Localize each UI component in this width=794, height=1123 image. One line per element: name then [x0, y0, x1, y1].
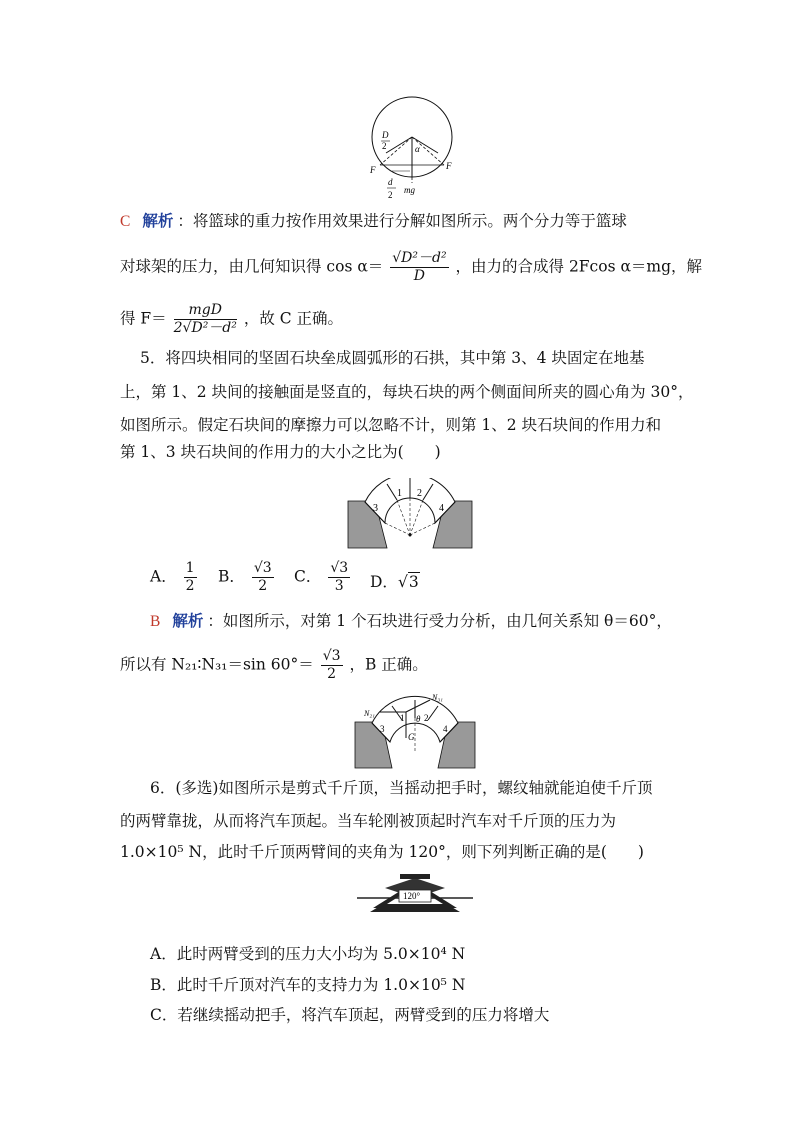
q5-option-C-label: C．	[294, 567, 322, 586]
stone-label-2: 2	[417, 488, 422, 499]
q5-solution-line2	[120, 648, 428, 683]
q5-option-D[interactable]: D．√3	[370, 573, 419, 591]
q5-option-B[interactable]	[218, 560, 276, 595]
F-fraction: $\frac{\text{mgD}}{\text{2√D²－d²}}$	[173, 302, 237, 336]
q4-solution-text1: 将篮球的重力按作用效果进行分解如图所示。两个分力等于篮球	[192, 212, 627, 230]
stone-arch-figure	[345, 478, 475, 550]
q4-solution-line3	[120, 302, 343, 337]
arch-label-3: 3	[380, 724, 385, 734]
q5-option-B-frac: $\frac{√3}{2}$	[253, 560, 272, 594]
scissor-jack-figure	[355, 868, 475, 916]
label-F-right: F	[446, 161, 452, 171]
q5-solution-frac: $\frac{√3}{2}$	[322, 648, 341, 682]
label-N31: N₃₁	[432, 693, 443, 702]
label-D: D	[382, 130, 389, 140]
q5-option-A-label: A．	[150, 567, 177, 586]
q5-line1: 5．将四块相同的坚固石块垒成圆弧形的石拱，其中第 3、4 块固定在地基	[140, 349, 645, 367]
label-F-left: F	[370, 165, 376, 175]
label-N21: N₂₁	[364, 709, 375, 718]
label-alpha: α	[415, 144, 420, 154]
q6-option-A[interactable]: A．此时两臂受到的压力大小均为 5.0×10⁴ N	[150, 945, 466, 963]
q4-solution-text3b: ，故 C 正确。	[243, 309, 344, 328]
label-two: 2	[382, 141, 387, 151]
q5-solution-num: 3	[331, 648, 341, 664]
label-d: d	[388, 177, 393, 187]
q5-option-C-frac: $\frac{√3}{3}$	[330, 560, 349, 594]
q5-option-C[interactable]	[294, 560, 352, 595]
stone-label-4: 4	[439, 503, 444, 514]
q5-option-A-frac	[184, 560, 197, 595]
q5-option-B-num: 3	[262, 560, 272, 576]
stone-label-1: 1	[397, 488, 402, 499]
q5-option-B-label: B．	[218, 567, 245, 586]
q5-option-B-den: 2	[258, 578, 268, 594]
label-G: G	[408, 732, 415, 742]
arch-label-2: 2	[424, 713, 429, 723]
q5-solution-den: 2	[327, 666, 337, 682]
stone-label-3: 3	[373, 503, 378, 514]
q5-option-C-den: 3	[334, 578, 344, 594]
arch-force-figure	[350, 690, 480, 770]
q5-line4: 第 1、3 块石块间的作用力的大小之比为( )	[120, 443, 441, 461]
q6-option-B[interactable]: B．此时千斤顶对汽车的支持力为 1.0×10⁵ N	[150, 976, 466, 994]
q4-solution-line1: C 解析 ：将篮球的重力按作用效果进行分解如图所示。两个分力等于篮球	[120, 211, 627, 230]
jack-angle-label: 120°	[403, 891, 421, 901]
q5-solution-text2b: ，B 正确。	[349, 655, 428, 674]
q5-solution-text1: 如图所示，对第 1 个石块进行受力分析，由几何关系知 θ＝60°，	[222, 612, 672, 630]
q5-line3: 如图所示。假定石块间的摩擦力可以忽略不计，则第 1、2 块石块间的作用力和	[120, 416, 662, 434]
f-num: mgD	[174, 302, 237, 320]
basketball-force-figure	[360, 95, 470, 205]
q6-line2: 的两臂靠拢，从而将汽车顶起。当车轮刚被顶起时汽车对千斤顶的压力为	[120, 812, 617, 830]
q4-solution-label: 解析	[142, 211, 174, 230]
q6-line1: 6．(多选)如图所示是剪式千斤顶，当摇动把手时，螺纹轴就能迫使千斤顶	[150, 779, 653, 797]
q5-solution-text2a: 所以有 N₂₁∶N₃₁＝sin 60°＝	[120, 655, 314, 674]
q5-solution-line1: B 解析 ：如图所示，对第 1 个石块进行受力分析，由几何关系知 θ＝60°，	[150, 611, 672, 630]
q6-line3: 1.0×10⁵ N，此时千斤顶两臂间的夹角为 120°，则下列判断正确的是( )	[120, 843, 644, 861]
f-den-pre: 2	[173, 320, 183, 336]
q4-solution-text2a: 对球架的压力，由几何知识得 cos α＝	[120, 257, 384, 276]
q5-option-D-rad: 3	[408, 573, 419, 591]
label-two-d: 2	[388, 190, 393, 200]
q5-solution-label: 解析	[172, 611, 204, 630]
q5-line2: 上，第 1、2 块间的接触面是竖直的，每块石块的两个侧面间所夹的圆心角为 30°，	[120, 383, 694, 401]
cos-den: D	[413, 268, 426, 284]
q4-answer: C	[120, 213, 131, 230]
q4-solution-line2	[120, 250, 702, 285]
label-theta: θ	[416, 714, 421, 724]
q4-solution-text3a: 得 F＝	[120, 309, 167, 328]
q4-solution-text2b: ，由力的合成得 2Fcos α＝mg，解	[455, 257, 703, 276]
cos-num: D²－d²	[401, 250, 447, 266]
q5-option-C-num: 3	[339, 560, 349, 576]
q5-option-A[interactable]	[150, 560, 199, 595]
arch-label-1: 1	[400, 713, 405, 723]
q5-option-A-num: 1	[185, 560, 195, 576]
f-den-rad: D²－d²	[191, 320, 237, 336]
cos-alpha-fraction: $\frac{\text{√D²－d²}}{D}$	[392, 250, 447, 284]
label-mg: mg	[404, 185, 415, 195]
q5-option-D-label: D．	[370, 573, 398, 591]
arch-label-4: 4	[443, 724, 448, 734]
q5-option-A-den: 2	[185, 578, 195, 594]
q6-option-C[interactable]: C．若继续摇动把手，将汽车顶起，两臂受到的压力将增大	[150, 1006, 550, 1024]
q5-answer: B	[150, 613, 161, 630]
